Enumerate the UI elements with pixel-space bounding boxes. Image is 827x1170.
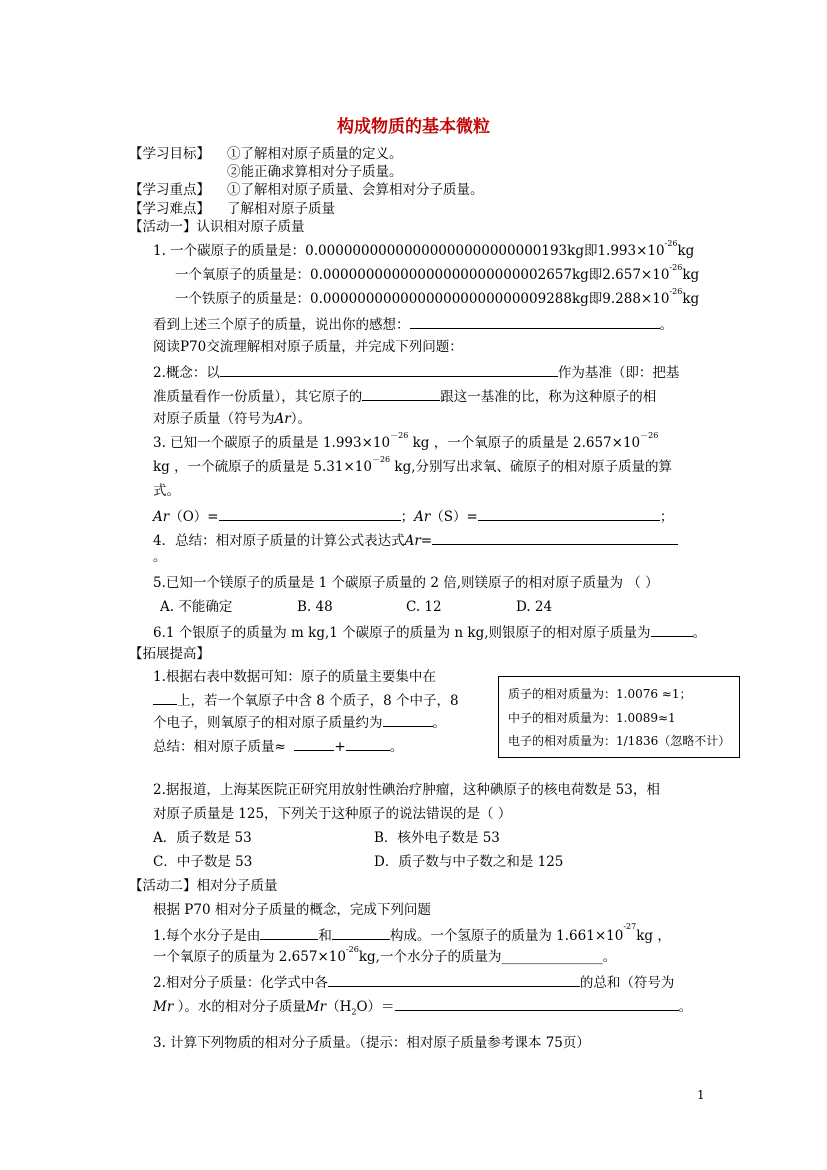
neutron-mass: 中子的相对质量为：1.0089≈1 [508,711,676,725]
q5-option-a[interactable]: A. 不能确定 [160,599,233,615]
relative-mass-table [498,676,740,758]
e1-line4: 总结：相对原子质量≈ + 。 [153,736,403,756]
q5-option-c[interactable]: C. 12 [406,599,442,615]
goal-1: ①了解相对原子质量的定义。 [227,146,403,162]
q3-answers: Ar（O）= ；Ar（S）= ； [153,506,673,526]
page-number: 1 [697,1088,705,1102]
q2-line2: 准质量看作一份质量），其它原子的 跟这一基准的比，称为这种原子的相 [153,386,656,406]
key-label: 【学习重点】 [129,182,210,198]
a2-q3: 3. 计算下列物质的相对分子质量。（提示：相对原子质量参考课本 75页） [153,1035,590,1051]
page-title: 构成物质的基本微粒 [337,117,490,137]
q2-line3: 对原子质量（符号为Ar）。 [153,411,311,427]
q3-line1: 3. 已知一个碳原子的质量是 $1.993\times 10^{-26}$ kg ，一个氧原子的质量是 $2.657\times 10^{-26}$ [153,431,659,451]
goal-2: ②能正确求算相对分子质量。 [227,164,403,180]
q3-line2: kg ，一个硫原子的质量是 $5.31\times 10^{-26}$ kg,分别写出求氧、硫原子的相对原子质量的算 [153,455,673,475]
goal-label: 【学习目标】 [129,146,210,162]
q5-option-d[interactable]: D. 24 [516,599,553,615]
hard-label: 【学习难点】 [129,201,210,217]
water-blank1[interactable] [260,925,318,940]
activity2-read: 根据 P70 相对分子质量的概念，完成下列问题 [153,902,431,918]
e2-option-a[interactable]: A．质子数是 53 [153,830,252,846]
q6-blank[interactable] [651,622,693,637]
proton-mass: 质子的相对质量为：1.0076 ≈1； [508,687,692,701]
a2-q2-line2: Mr ）。水的相对分子质量$Mr(H_2O)=$ 。 [153,996,692,1022]
ratio-blank[interactable] [362,386,440,401]
q1-carbon: 1. 一个碳原子的质量是：0.00000000000000000000000000193kg即$1.993\times 10^{-26}kg$ [153,239,695,259]
extension-title: 【拓展提高】 [129,646,210,662]
q5-question: 5.已知一个镁原子的质量是 1 个碳原子质量的 2 倍,则镁原子的相对原子质量为 （ ） [153,575,659,591]
a2-q2-line1: 2.相对分子质量：化学式中各 的总和（符号为 [153,972,674,992]
e2-option-b[interactable]: B．核外电子数是 53 [374,830,500,846]
q3-line3: 式。 [153,483,180,499]
activity1-title: 【活动一】认识相对原子质量 [129,219,305,235]
key-text: ①了解相对原子质量、会算相对分子质量。 [227,182,484,198]
a2-q1-line1: 1.每个水分子是由 和 构成。一个氢原子的质量为 $1.661\times 10^{-27}kg$ ， [153,922,671,944]
e2-option-d[interactable]: D．质子数与中子数之和是 125 [374,854,564,870]
q1-iron: 一个铁原子的质量是：0.00000000000000000000000009288kg即$9.288\times 10^{-26}kg$ [175,287,700,307]
water-blank2[interactable] [332,925,390,940]
feel-blank[interactable] [410,314,660,329]
formula-blank[interactable] [432,530,678,545]
e1-line1: 1.根据右表中数据可知：原子的质量主要集中在 [153,669,436,685]
e1-blank2[interactable] [383,712,433,727]
e2-option-c[interactable]: C．中子数是 53 [153,854,253,870]
electron-mass: 电子的相对质量为：1/1836（忽略不计） [508,734,731,748]
q6-question: 6.1 个银原子的质量为 m kg,1 个碳原子的质量为 n kg,则银原子的相对原子质量为 。 [153,622,706,642]
e1-blank4[interactable] [346,736,390,751]
feel-prompt: 看到上述三个原子的质量，说出你的感想： 。 [153,314,673,334]
a2-q1-line2: 一个氧原子的质量为 $2.657\times 10^{-26}kg$,一个水分子的质量为_______________。 [153,945,617,965]
mr-water-blank[interactable] [395,996,679,1011]
e1-line3: 个电子，则氧原子的相对原子质量约为 。 [153,712,446,732]
activity2-title: 【活动二】相对分子质量 [129,878,278,894]
q2-line1: 2.概念：以 作为基准（即：把基 [153,362,679,382]
e2-line1: 2.据报道，上海某医院正研究用放射性碘治疗肿瘤，这种碘原子的核电荷数是 53，相 [153,782,660,798]
q4-line: 4．总结：相对原子质量的计算公式表达式Ar= [153,530,678,550]
e1-line2: 上，若一个氧原子中含 8 个质子，8 个中子，8 [153,690,459,710]
basis-blank[interactable] [220,362,558,377]
water-mass-blank[interactable]: _______________ [501,949,603,965]
q5-option-b[interactable]: B. 48 [297,599,333,615]
e1-blank1[interactable] [153,690,177,705]
e1-blank3[interactable] [294,736,334,751]
hard-text: 了解相对原子质量 [227,201,335,217]
q1-oxygen: 一个氧原子的质量是：0.00000000000000000000000002657kg即$2.657\times 10^{-26}kg$ [175,263,700,283]
ar-s-blank[interactable] [478,506,660,521]
read-instruction: 阅读P70交流理解相对原子质量，并完成下列问题： [153,339,463,355]
mr-def-blank[interactable] [328,972,580,987]
e2-line2: 对原子质量是 125，下列关于这种原子的说法错误的是（ ） [153,806,512,822]
ar-o-blank[interactable] [219,506,401,521]
q4-period: 。 [153,549,167,565]
